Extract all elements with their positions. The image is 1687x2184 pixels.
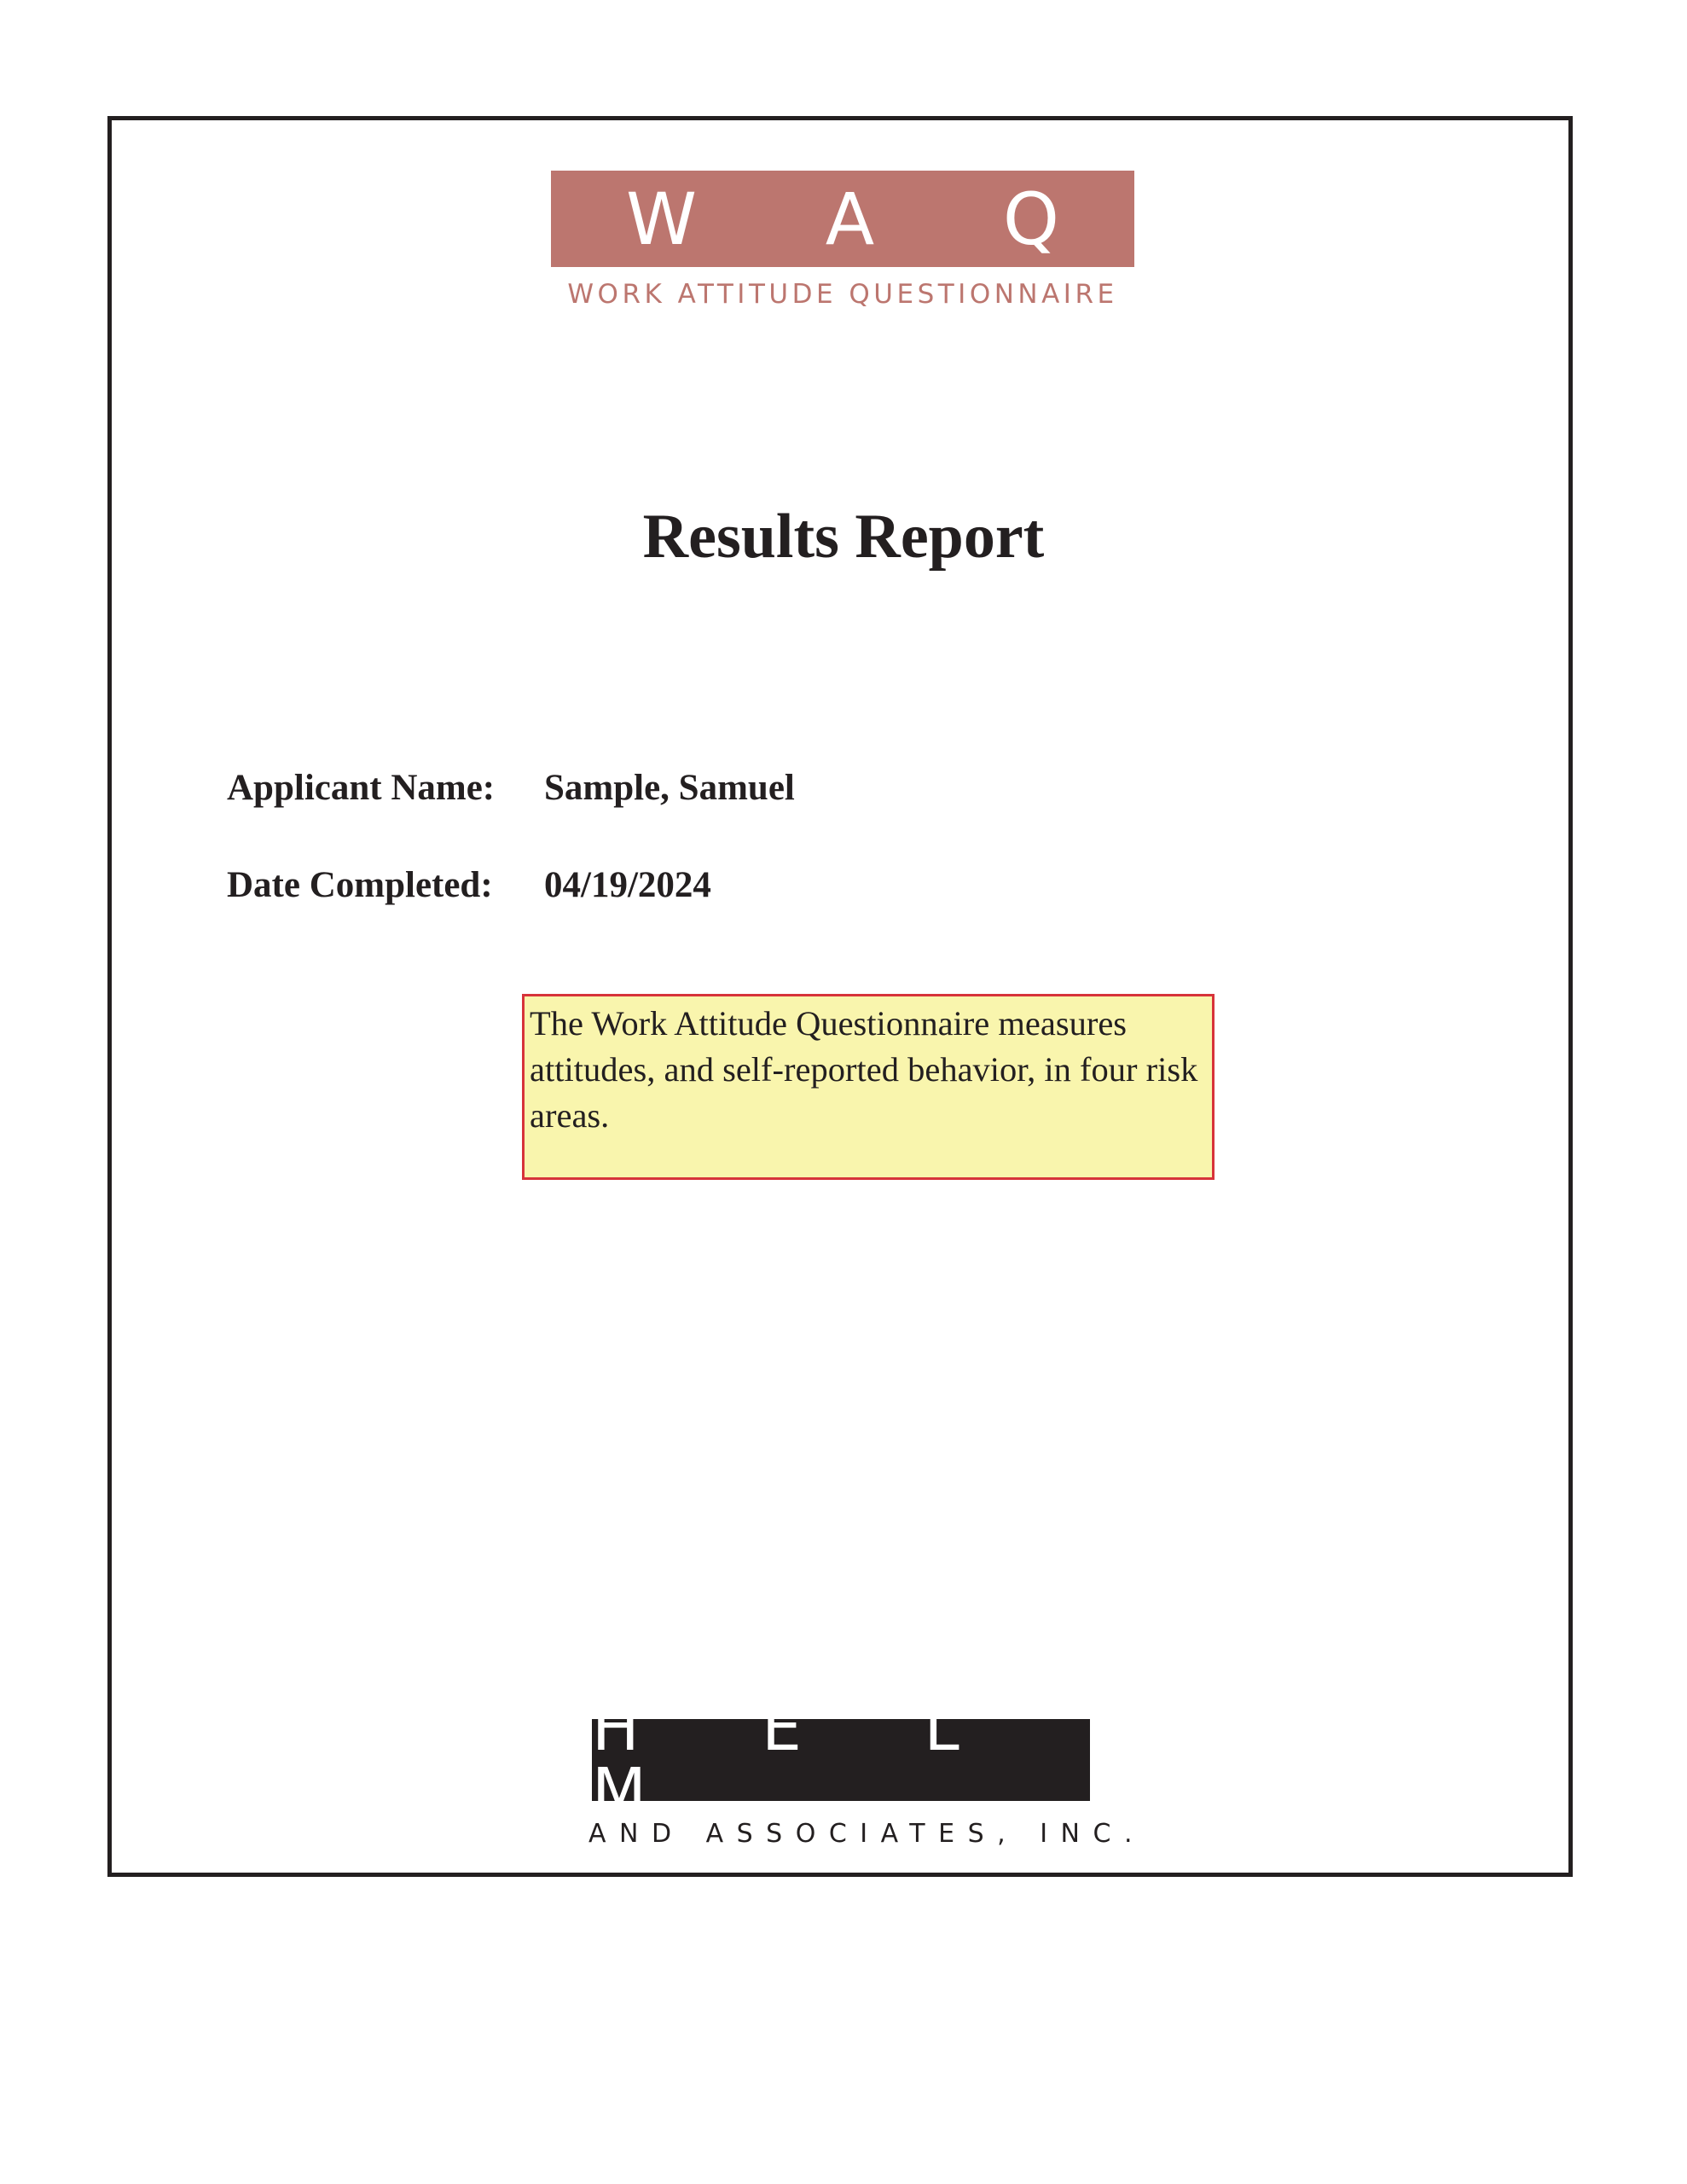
date-completed-value: 04/19/2024 — [544, 865, 711, 905]
date-completed-row — [227, 867, 711, 903]
applicant-name-label: Applicant Name: — [227, 768, 496, 808]
helm-logo-letters: H E L M — [592, 1692, 1011, 1828]
helm-logo-banner — [592, 1692, 1090, 1828]
waq-logo-letters: W A Q — [625, 177, 1113, 261]
page-title: Results Report — [642, 502, 1045, 572]
waq-logo-subtitle: WORK ATTITUDE QUESTIONNAIRE — [567, 279, 1118, 310]
helm-logo-subtitle: AND ASSOCIATES, INC. — [588, 1819, 1145, 1849]
date-completed-label: Date Completed: — [227, 865, 493, 905]
waq-logo-banner — [551, 171, 1134, 267]
applicant-name-row — [227, 770, 795, 806]
applicant-name-value: Sample, Samuel — [544, 768, 795, 808]
description-note-box[interactable]: The Work Attitude Questionnaire measures attitudes, and self-reported behavior, in four risk areas. — [522, 994, 1215, 1180]
